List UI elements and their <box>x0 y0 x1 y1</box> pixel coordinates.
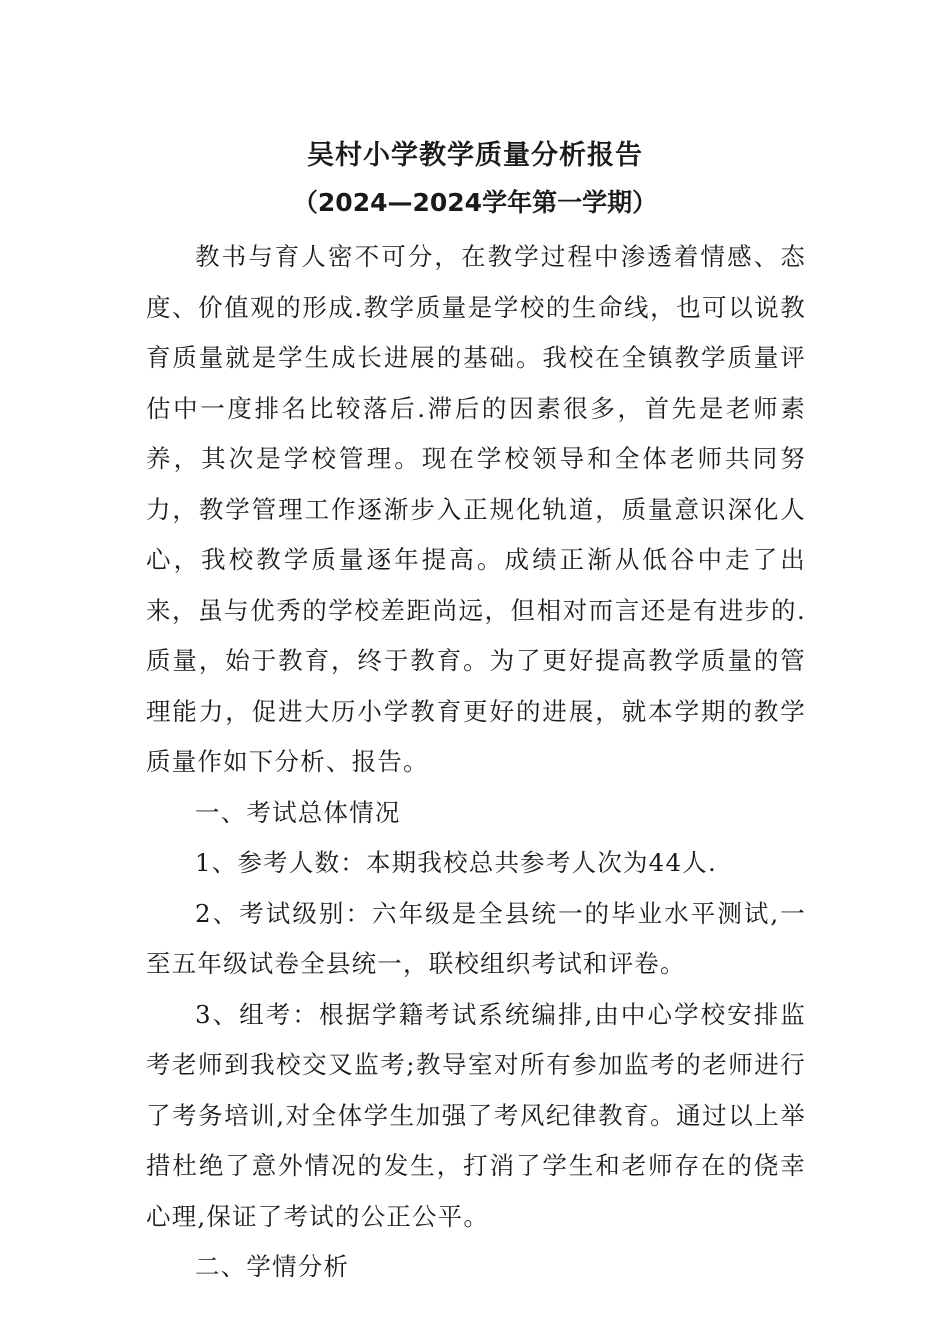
item-exam-organization: 3、组考：根据学籍考试系统编排,由中心学校安排监考老师到我校交叉监考;教导室对所有参加监考的老师进行了考务培训,对全体学生加强了考风纪律教育。通过以上举措杜绝了意外情况的发生，打消了学生和老师存在的侥幸心理,保证了考试的公正公平。 <box>146 999 806 1231</box>
item-exam-level: 2、考试级别：六年级是全县统一的毕业水平测试,一至五年级试卷全县统一，联校组织考试和评卷。 <box>146 898 806 978</box>
document-subtitle: （2024—2024学年第一学期） <box>292 188 658 217</box>
document-title: 吴村小学教学质量分析报告 <box>307 140 643 171</box>
intro-paragraph: 教书与育人密不可分，在教学过程中渗透着情感、态度、价值观的形成.教学质量是学校的生命线，也可以说教育质量就是学生成长进展的基础。我校在全镇教学质量评估中一度排名比较落后.滞后的因素很多，首先是老师素养，其次是学校管理。现在学校领导和全体老师共同努力，教学管理工作逐渐步入正规化轨道，质量意识深化人心，我校教学质量逐年提高。成绩正渐从低谷中走了出来，虽与优秀的学校差距尚远，但相对而言还是有进步的.质量，始于教育，终于教育。为了更好提高教学质量的管理能力，促进大历小学教育更好的进展，就本学期的教学质量作如下分析、报告。 <box>146 242 806 776</box>
item-participants: 1、参考人数：本期我校总共参考人次为44人. <box>195 848 717 877</box>
document-body <box>146 232 806 1293</box>
section-heading-learning-analysis: 二、学情分析 <box>195 1252 350 1281</box>
section-heading-exam-overview: 一、考试总体情况 <box>195 797 401 827</box>
